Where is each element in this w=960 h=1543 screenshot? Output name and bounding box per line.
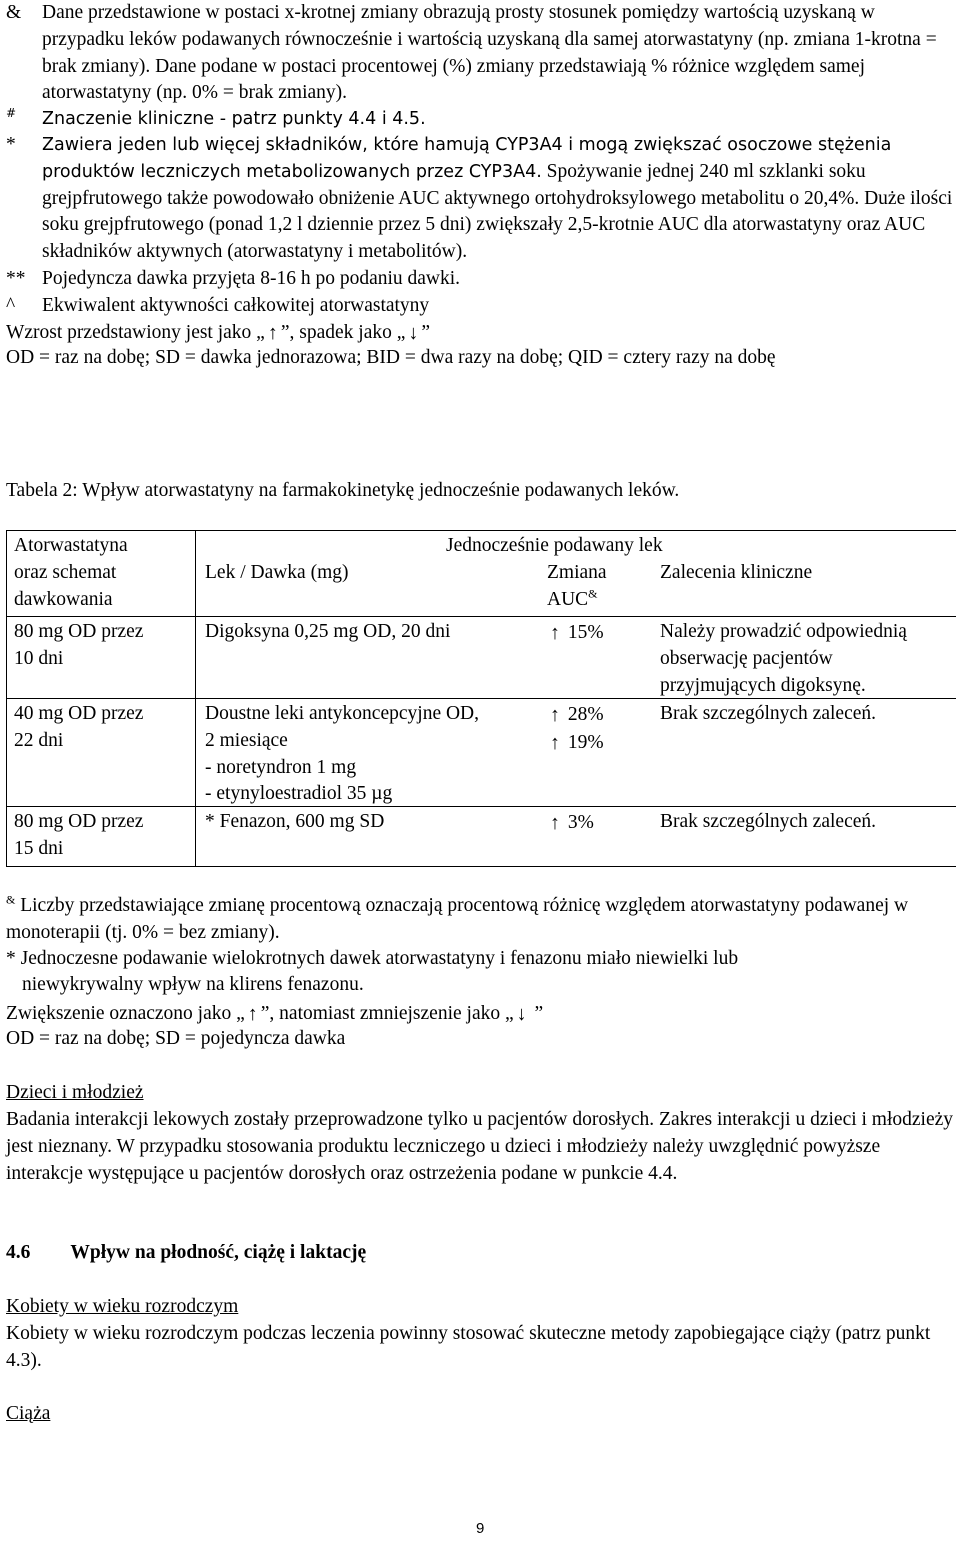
footnote-star-cont: niewykrywalny wpływ na klirens fenazonu.: [22, 974, 364, 995]
footnote-star: * Jednoczesne podawanie wielokrotnych dawek atorwastatyny i fenazonu miało niewielki lub: [6, 948, 739, 969]
women-text: Kobiety w wieku rozrodczym podczas leczenia powinny stosować skuteczne metody zapobiegające ciąży (patrz punkt 4.3).: [6, 1323, 931, 1371]
arrow-legend-2: Zwiększenie oznaczono jako „ ↑ ”, natomiast zmniejszenie jako „ ↓ ”: [6, 1000, 543, 1028]
table-row-drug: Digoksyna 0,25 mg OD, 20 dni: [205, 621, 451, 642]
legend-text: ”, spadek jako „: [280, 322, 406, 343]
header-auc-change: Zmiana AUC&: [547, 562, 607, 610]
table-row-drug: * Fenazon, 600 mg SD: [205, 811, 385, 832]
note-text: Znaczenie kliniczne - patrz punkty 4.4 i 4.5.: [42, 109, 426, 129]
note-text-part: Spożywanie jednej 240 ml szklanki soku grejpfrutowego także powodowało obniżenie AUC aktywnego ortohydroksylowego metabolitu o 20,4%.: [42, 160, 866, 209]
up-arrow-icon: ↑: [550, 812, 560, 834]
note-symbol: *: [6, 134, 16, 155]
note-text-part: Duże ilości soku grejpfrutowego (ponad 1,2 l dziennie przez 5 dni) zwiększały 2,5-krotnie AUC dla atorwastatyny oraz AUC składników aktywnych (atorwastatyny i metabolitów).: [42, 187, 953, 263]
note-symbol: #: [6, 106, 17, 120]
up-arrow-icon: ↑: [550, 731, 560, 754]
table-row-rec: Brak szczególnych zaleceń.: [660, 811, 877, 832]
footnote-ampersand: & Liczby przedstawiające zmianę procentową oznaczają procentową różnicę względem atorwastatyny podawanej w monoterapii (tj. 0% = bez zmiany).: [6, 892, 909, 943]
table-row-auc: ↑ 15%: [547, 619, 604, 647]
up-arrow-icon: ↑: [550, 622, 560, 644]
note-double-star: [6, 266, 956, 293]
pregnancy-heading: Ciąża: [6, 1403, 51, 1424]
note-symbol: ^: [6, 295, 16, 316]
header-coadministered: Jednocześnie podawany lek: [446, 535, 663, 556]
down-arrow-icon: ↓: [408, 322, 419, 344]
table-caption: Tabela 2: Wpływ atorwastatyny na farmakokinetykę jednocześnie podawanych leków.: [6, 480, 680, 501]
note-star: [6, 132, 956, 266]
note-text-part: Zawiera jeden lub więcej składników, które hamują CYP3A4 i mogą zwiększać osoczowe stężenia produktów leczniczych metabolizowanych przez CYP3A4.: [42, 135, 892, 182]
table-row-rec: Brak szczególnych zaleceń.: [660, 703, 877, 724]
table-row-drug: Doustne leki antykoncepcyjne OD, 2 miesiące - noretyndron 1 mg - etynyloestradiol 35 µg: [205, 703, 480, 805]
note-caret: [6, 293, 956, 320]
header-drug-dose: Lek / Dawka (mg): [205, 562, 349, 583]
up-arrow-icon: ↑: [267, 322, 278, 344]
note-symbol: &: [6, 2, 22, 23]
legend-text: Wzrost przedstawiony jest jako „: [6, 322, 265, 343]
section-heading: 4.6 Wpływ na płodność, ciążę i laktację: [6, 1242, 367, 1263]
table-row-rec: Należy prowadzić odpowiednią obserwację pacjentów przyjmujących digoksynę.: [660, 621, 907, 696]
header-dosing: Atorwastatyna oraz schemat dawkowania: [14, 535, 128, 610]
abbreviations-2: OD = raz na dobę; SD = pojedyncza dawka: [6, 1028, 346, 1049]
up-arrow-icon: ↑: [247, 1003, 258, 1025]
table-row-dose: 80 mg OD przez 10 dni: [14, 621, 144, 669]
note-text: Dane przedstawione w postaci x-krotnej zmiany obrazują prosty stosunek pomiędzy wartością uzyskaną w przypadku leków podawanych równocześnie i wartością uzyskaną dla samej atorwastatyny (np. zmiana 1-krotna = brak zmiany). Dane podane w postaci procentowej (%) zmiany przedstawiają % różnice względem samej atorwastatyny (np. 0% = brak zmiany).: [42, 2, 937, 104]
table-row-dose: 80 mg OD przez 15 dni: [14, 811, 144, 859]
header-recommendations: Zalecenia kliniczne: [660, 562, 813, 583]
women-heading: Kobiety w wieku rozrodczym: [6, 1296, 239, 1317]
page-number: 9: [476, 1520, 485, 1537]
note-text: Ekwiwalent aktywności całkowitej atorwastatyny: [42, 295, 430, 316]
up-arrow-icon: ↑: [550, 704, 560, 726]
note-hash: [6, 106, 956, 133]
table-row-dose: 40 mg OD przez 22 dni: [14, 703, 144, 751]
note-symbol: **: [6, 268, 26, 289]
table-row-auc: ↑ 3%: [547, 809, 594, 837]
legend-text: ”: [421, 322, 431, 343]
note-ampersand: [6, 0, 956, 107]
down-arrow-icon: ↓: [516, 1003, 527, 1025]
table-row-auc: ↑ 28% ↑ 19%: [547, 701, 604, 757]
arrow-legend: [6, 319, 430, 347]
children-text: Badania interakcji lekowych zostały przeprowadzone tylko u pacjentów dorosłych. Zakres interakcji u dzieci i młodzieży jest nieznany. W przypadku stosowania produktu leczniczego u dzieci i młodzieży należy uwzględnić powyższe interakcje występujące u pacjentów dorosłych oraz ostrzeżenia podane w punkcie 4.4.: [6, 1109, 954, 1184]
note-text: Pojedyncza dawka przyjęta 8-16 h po podaniu dawki.: [42, 268, 461, 289]
abbreviations: OD = raz na dobę; SD = dawka jednorazowa; BID = dwa razy na dobę; QID = cztery razy na dobę: [6, 347, 776, 368]
children-heading: Dzieci i młodzież: [6, 1082, 144, 1103]
